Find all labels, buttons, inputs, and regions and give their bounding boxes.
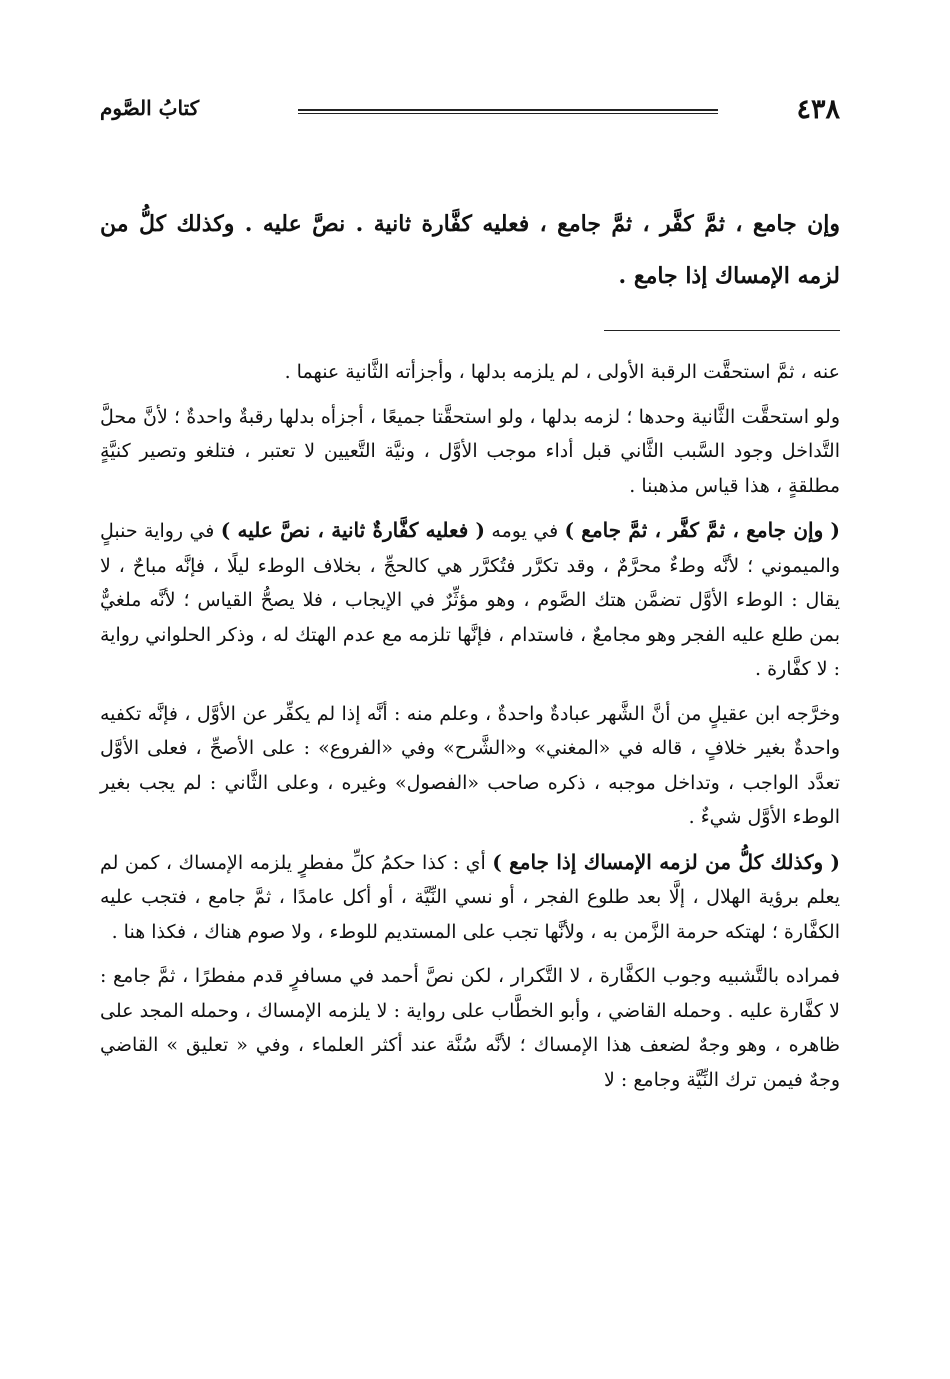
commentary-paragraph-6: فمراده بالتَّشبيه وجوب الكفَّارة ، لا التَّكرار ، لكن نصَّ أحمد في مسافرٍ قدم مفطرًا ، ثمَّ جامع : لا كفَّارة عليه . وحمله القاضي ، وأبو الخطَّاب على رواية : لا يلزمه الإمساك ، وحمله المجد على ظاهره ، وهو وجهٌ لضعف هذا الإمساك ؛ لأنَّه سُنَّة عند أكثر العلماء ، وفي « تعليق » القاضي وجهٌ فيمن ترك النِّيَّة وجامع : لا: [100, 965, 840, 1091]
commentary: [100, 355, 840, 1097]
matn-quote: ( وإن جامع ، ثمَّ كفَّر ، ثمَّ جامع ): [564, 518, 840, 542]
commentary-paragraph-5: [100, 845, 840, 950]
commentary-text: في يومه: [485, 520, 565, 542]
matn-quote: ( وكذلك كلُّ من لزمه الإمساك إذا جامع ): [492, 849, 841, 874]
commentary-paragraph-4: وخرَّجه ابن عقيلٍ من أنَّ الشَّهر عبادةٌ واحدةٌ ، وعلم منه : أنَّه إذا لم يكفِّر عن الأوَّل ، فإنَّه تكفيه واحدةٌ بغير خلافٍ ، قاله في «المغني» و«الشَّرح» وفي «الفروع» : على الأصحِّ ، فعلى الأوَّل تعدَّد الواجب ، وتداخل موجبه ، ذكره صاحب «الفصول» وغيره ، وعلى الثَّاني : لم يجب بغير الوطء الأوَّل شيءٌ .: [100, 702, 840, 828]
commentary-paragraph-2: ولو استحقَّت الثَّانية وحدها ؛ لزمه بدلها ، ولو استحقَّتا جميعًا ، أجزأه بدلها رقبةٌ واحدةٌ ؛ لأنَّ محلَّ التَّداخل وجود السَّبب الثَّاني قبل أداء موجب الأوَّل ، ونيَّة التَّعيين لا تعتبر ، فتلغو وتصير كنيَّةٍ مطلقةٍ ، هذا قياس مذهبنا .: [100, 405, 840, 497]
matn-quote: ( فعليه كفَّارةٌ ثانية ، نصَّ عليه ): [220, 518, 486, 542]
commentary-text: في رواية حنبلٍ والميموني ؛ لأنَّه وطءٌ محرَّمٌ ، وقد تكرَّر فتُكرَّر هي كالحجِّ ، بخلاف الوطء ليلًا ، فإنَّه مباحٌ ، لا يقال : الوطء الأوَّل تضمَّن هتك الصَّوم ، وهو مؤثِّرٌ في الإيجاب ، فلا يصحُّ القياس ؛ لأنَّه ملغيٌّ بمن طلع عليه الفجر وهو مجامعٌ ، فاستدام ، فإنَّها تلزمه مع عدم الهتك له ، وذكر الحلواني رواية : لا كفَّارة .: [100, 520, 840, 680]
matn-text: وإن جامع ، ثمَّ كفَّر ، ثمَّ جامع ، فعليه كفَّارة ثانية . نصَّ عليه . وكذلك كلُّ من لزمه الإمساك إذا جامع .: [100, 211, 840, 289]
page-header: [100, 80, 840, 140]
commentary-separator: [604, 330, 840, 331]
book-title: كتابُ الصَّوم: [100, 96, 200, 120]
commentary-text: أي : كذا حكمُ كلِّ مفطرٍ يلزمه الإمساك ، كمن لم يعلم برؤية الهلال ، إلَّا بعد طلوع الفجر ، أو نسي النِّيَّة ، أو أكل عامدًا ، ثمَّ جامع ، فتجب عليه الكفَّارة ؛ لهتكه حرمة الزَّمن به ، ولأنَّها تجب على المستديم للوطء ، ولا صوم هناك ، فكذا هنا .: [100, 851, 840, 943]
commentary-paragraph-3: [100, 513, 840, 687]
page-number: ٤٣٨: [796, 94, 840, 125]
header-rule: [298, 109, 718, 114]
commentary-paragraph-1: عنه ، ثمَّ استحقَّت الرقبة الأولى ، لم يلزمه بدلها ، وأجزأته الثَّانية عنهما .: [284, 361, 840, 383]
book-page: [100, 80, 840, 1107]
